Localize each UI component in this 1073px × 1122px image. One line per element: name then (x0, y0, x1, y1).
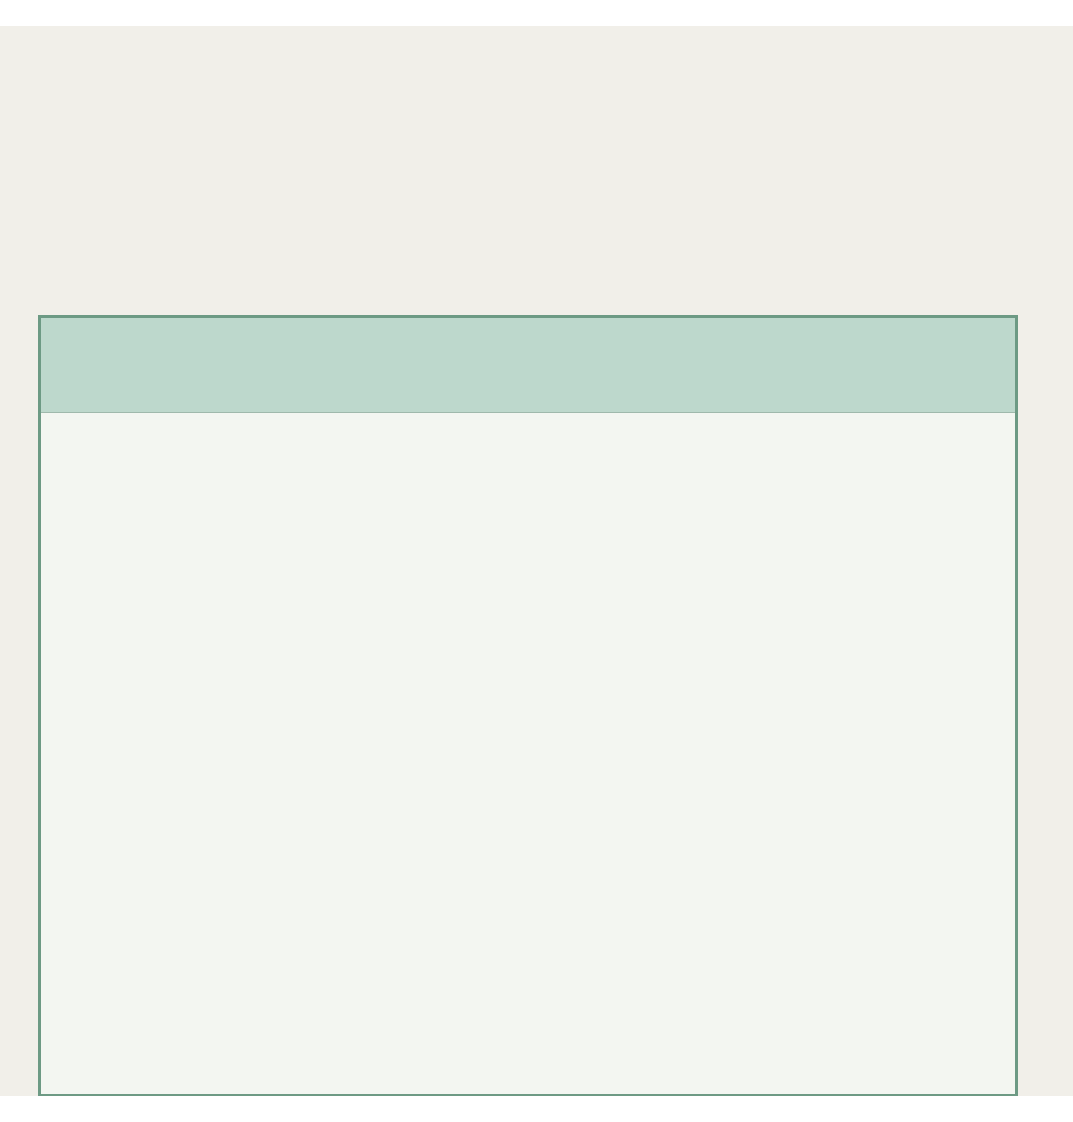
footer-links (0, 1096, 1073, 1122)
textbook-page (0, 26, 1073, 1096)
box-title (41, 318, 1015, 413)
top-banner (0, 0, 1073, 26)
did-you-know-box (38, 315, 1018, 1096)
